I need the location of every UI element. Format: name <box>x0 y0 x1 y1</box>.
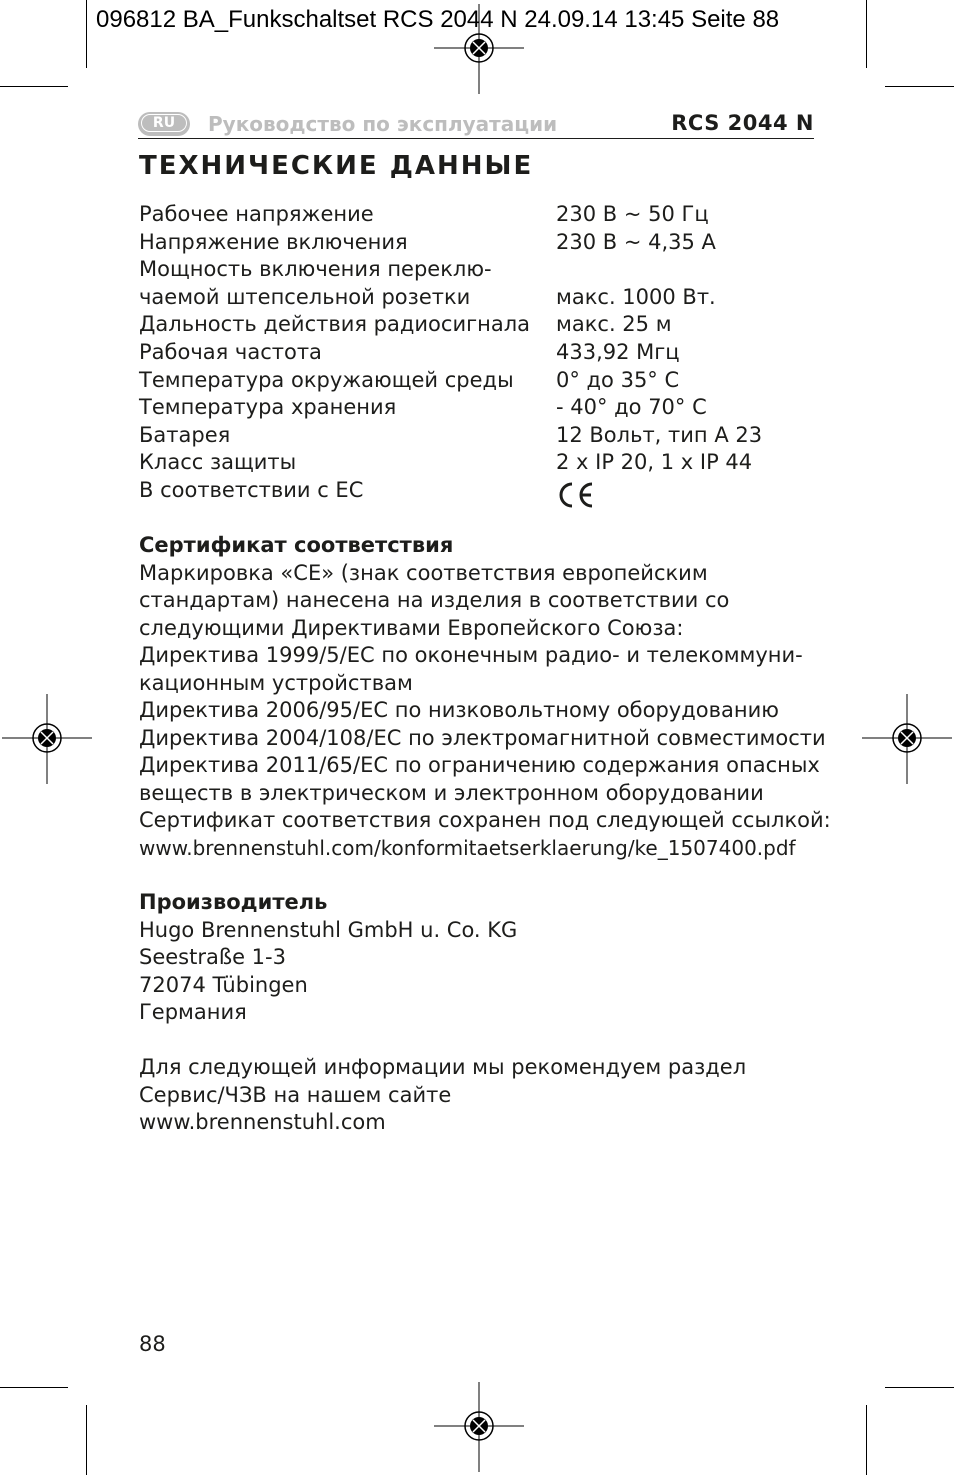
spec-label: Температура хранения <box>139 395 397 420</box>
certificate-line: веществ в электрическом и электронном оборудовании <box>139 780 764 805</box>
spec-value: 2 x IP 20, 1 x IP 44 <box>556 450 753 475</box>
certificate-line: Сертификат соответствия сохранен под следующей ссылкой: <box>139 808 831 832</box>
certificate-section <box>139 532 831 862</box>
certificate-line: Директива 2004/108/ЕС по электромагнитной совместимости <box>139 725 826 750</box>
certificate-heading: Сертификат соответствия <box>139 533 454 557</box>
manufacturer-line: Seestraße 1-3 <box>139 945 286 969</box>
certificate-line: Директива 2006/95/ЕС по низковольтному оборудованию <box>139 698 779 722</box>
spec-label: Мощность включения переклю- <box>139 257 492 282</box>
info-line: Для следующей информации мы рекомендуем раздел <box>139 1055 747 1079</box>
certificate-link: www.brennenstuhl.com/konformitaetserklaerung/ke_1507400.pdf <box>139 835 796 860</box>
info-line: Сервис/ЧЗВ на нашем сайте <box>139 1082 452 1107</box>
spec-label: чаемой штепсельной розетки <box>139 284 471 309</box>
registration-mark-right <box>862 694 952 784</box>
manual-subtitle: Руководство по эксплуатации <box>208 112 558 136</box>
ce-mark-icon <box>556 481 596 509</box>
header-rule <box>138 138 814 139</box>
registration-mark-top <box>434 4 524 94</box>
spec-label: Батарея <box>139 422 231 447</box>
manufacturer-line: Hugo Brennenstuhl GmbH u. Co. KG <box>139 917 518 942</box>
registration-mark-bottom <box>434 1382 524 1472</box>
page-number: 88 <box>139 1332 166 1356</box>
certificate-line: кационным устройствам <box>139 670 413 695</box>
spec-label: Рабочее напряжение <box>139 202 374 226</box>
manufacturer-heading: Производитель <box>139 890 328 914</box>
certificate-line: Маркировка «CE» (знак соответствия европейским <box>139 560 708 585</box>
spec-label: Дальность действия радиосигнала <box>139 312 531 337</box>
manufacturer-line: 72074 Tübingen <box>139 972 308 997</box>
manufacturer-section <box>139 889 517 1027</box>
language-badge-label: RU <box>141 114 187 132</box>
spec-label: Напряжение включения <box>139 229 408 254</box>
spec-value: - 40° до 70° С <box>556 395 707 420</box>
language-badge <box>138 112 190 136</box>
info-line: www.brennenstuhl.com <box>139 1110 386 1134</box>
spec-label: Рабочая частота <box>139 339 322 364</box>
spec-value: макс. 25 м <box>556 312 672 337</box>
certificate-line: следующими Директивами Европейского Союза: <box>139 615 684 640</box>
running-header <box>138 110 814 139</box>
page-title: ТЕХНИЧЕСКИЕ ДАННЫЕ <box>139 151 534 181</box>
spec-value: 0° до 35° С <box>556 367 680 392</box>
print-slug: 096812 BA_Funkschaltset RCS 2044 N 24.09.14 13:45 Seite 88 <box>96 6 780 33</box>
certificate-line: Директива 2011/65/ЕС по ограничению содержания опасных <box>139 753 820 777</box>
spec-value: макс. 1000 Вт. <box>556 284 716 309</box>
manufacturer-line: Германия <box>139 1000 247 1024</box>
certificate-line: стандартам) нанесена на изделия в соответствии со <box>139 588 730 612</box>
registration-mark-left <box>2 694 92 784</box>
spec-value: 433,92 Мгц <box>556 339 680 364</box>
spec-label: Температура окружающей среды <box>139 367 514 392</box>
spec-value: 230 В ~ 50 Гц <box>556 202 709 226</box>
spec-value: 12 Вольт, тип А 23 <box>556 422 763 447</box>
certificate-line: Директива 1999/5/ЕС по оконечным радио- и телекоммуни- <box>139 643 803 667</box>
info-section <box>139 1054 746 1137</box>
spec-value: 230 В ~ 4,35 А <box>556 229 716 254</box>
spec-label: В соответствии с ЕС <box>139 477 364 502</box>
spec-label: Класс защиты <box>139 450 297 475</box>
model-name: RCS 2044 N <box>671 111 814 135</box>
